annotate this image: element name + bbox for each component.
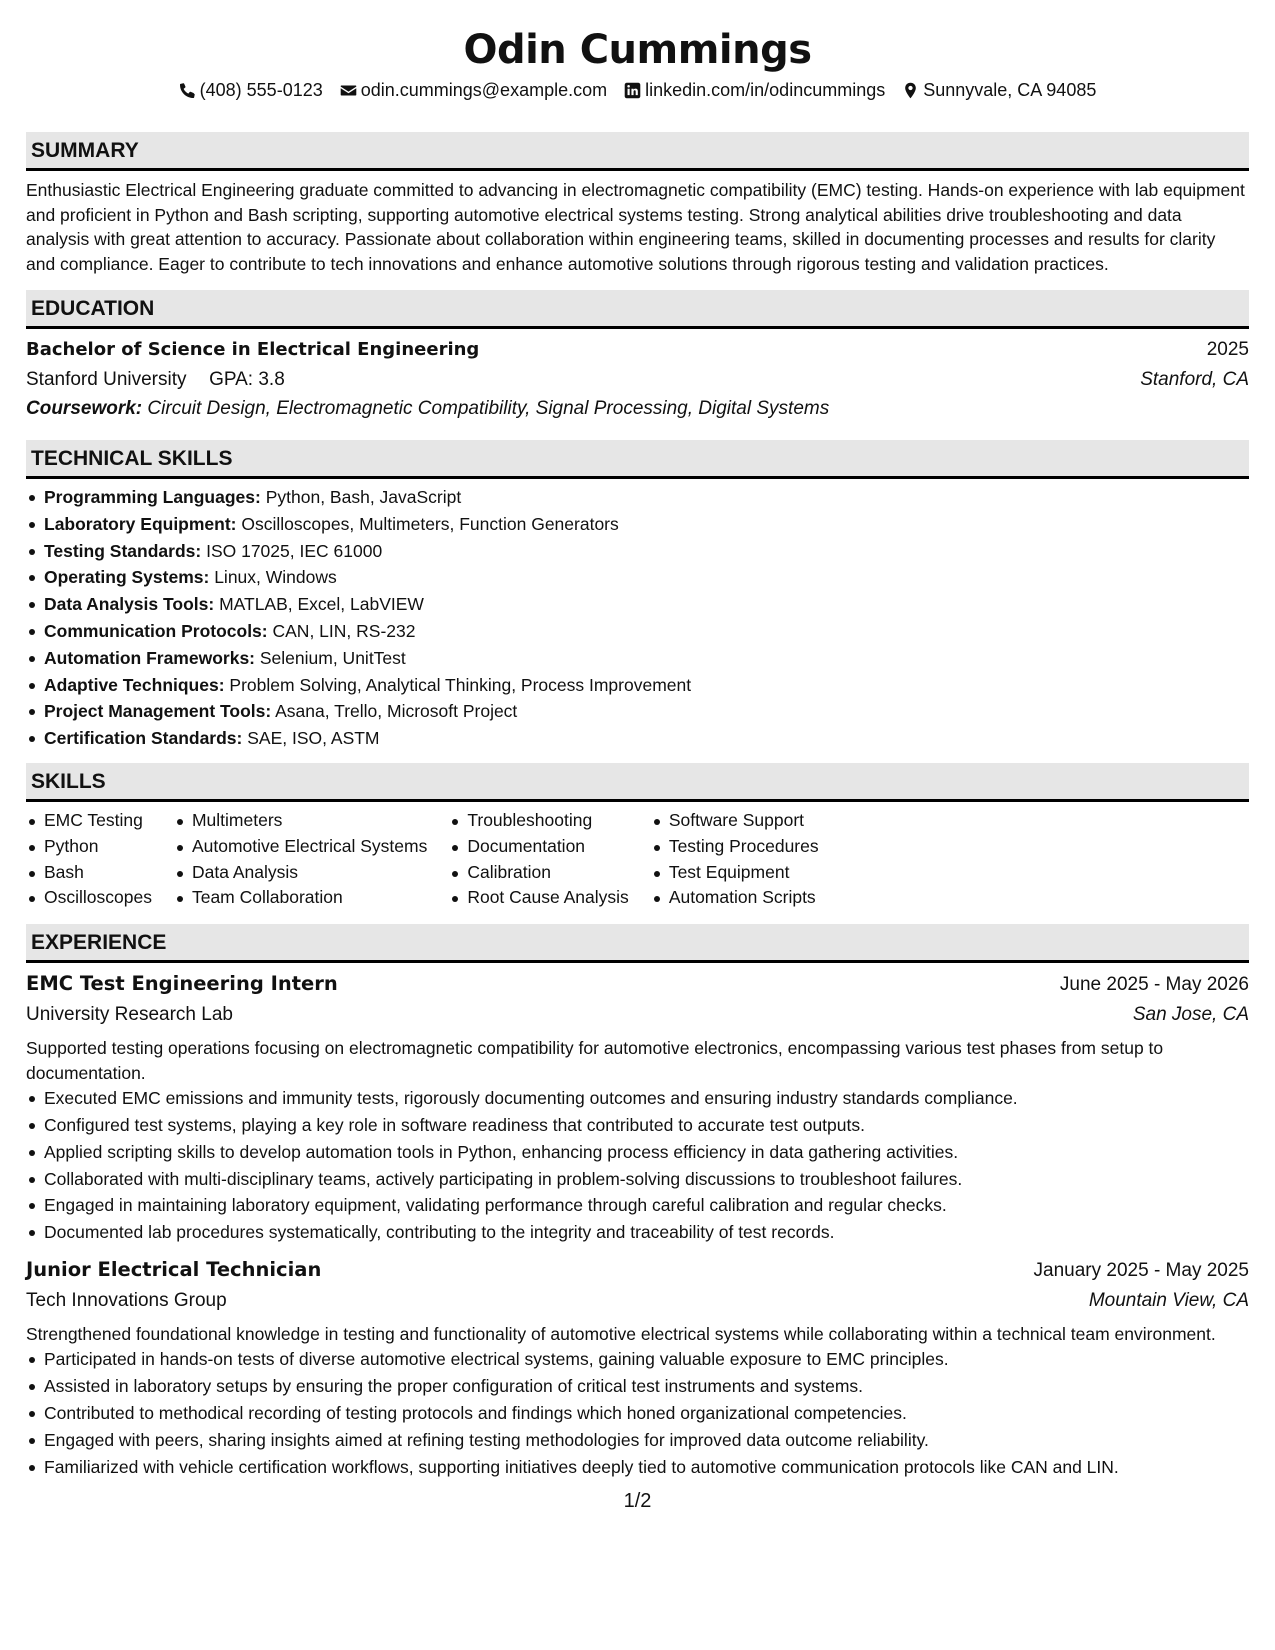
phone-icon: [179, 82, 196, 99]
list-item: Software Support: [651, 808, 819, 834]
list-item: [26, 564, 1249, 591]
skill-label: Adaptive Techniques:: [44, 674, 225, 695]
skill-label: Communication Protocols:: [44, 620, 268, 641]
skill-label: Testing Standards:: [44, 540, 202, 561]
candidate-name: Odin Cummings: [463, 27, 812, 73]
list-item: Testing Procedures: [651, 834, 819, 860]
list-item: Automation Scripts: [651, 885, 819, 911]
list-item: Engaged with peers, sharing insights aimed at refining testing methodologies for improved data outcome reliability.: [26, 1427, 1249, 1454]
school-line: [26, 365, 285, 394]
skills-heading: SKILLS: [26, 763, 1249, 802]
list-item: Documented lab procedures systematically, contributing to the integrity and traceability of test records.: [26, 1219, 1249, 1246]
coursework-label: Coursework:: [26, 398, 143, 419]
skill-value: SAE, ISO, ASTM: [247, 728, 380, 749]
list-item: Oscilloscopes: [26, 885, 152, 911]
list-item: Multimeters: [174, 808, 427, 834]
list-item: Python: [26, 834, 152, 860]
page-number: 1/2: [623, 1490, 652, 1512]
job-company-row: [26, 1285, 1249, 1316]
job-bullets: [26, 1085, 1249, 1246]
skill-label: Project Management Tools:: [44, 701, 272, 722]
job-company: Tech Innovations Group: [26, 1289, 227, 1311]
job-company: University Research Lab: [26, 1004, 233, 1026]
gpa: GPA: 3.8: [209, 369, 285, 390]
skill-value: Selenium, UnitTest: [259, 647, 406, 668]
skill-value: Problem Solving, Analytical Thinking, Process Improvement: [229, 674, 692, 695]
education-heading: EDUCATION: [26, 290, 1249, 329]
job-summary: Supported testing operations focusing on electromagnetic compatibility for automotive electronics, encompassing various test phases from setup to documentation.: [26, 1038, 1164, 1083]
list-item: Collaborated with multi-disciplinary teams, actively participating in problem-solving discussions to troubleshoot failures.: [26, 1166, 1249, 1193]
email-text: odin.cummings@example.com: [360, 80, 608, 100]
list-item: Troubleshooting: [449, 808, 628, 834]
list-item: Automotive Electrical Systems: [174, 834, 427, 860]
contact-linkedin[interactable]: [624, 77, 885, 103]
envelope-icon: [340, 82, 357, 99]
list-item: [26, 538, 1249, 565]
list-item: Bash: [26, 860, 152, 886]
education-school-row: [26, 365, 1249, 394]
skill-value: Linux, Windows: [214, 567, 337, 588]
contact-phone: [179, 77, 323, 103]
summary-text: Enthusiastic Electrical Engineering graduate committed to advancing in electromagnetic compatibility (EMC) testing. Hands-on experience with lab equipment and proficient in Python and Bash scripting, supporting automotive electrical systems testing. Strong analytical abilities drive troubleshooting and data analysis with great attention to accuracy. Passionate about collaboration within engineering teams, skilled in documenting processes and results for clarity and compliance. Eager to contribute to tech innovations and enhance automotive solutions through rigorous testing and validation practices.: [26, 180, 1245, 274]
job-company-row: [26, 999, 1249, 1030]
job-title: Junior Electrical Technician: [26, 1257, 322, 1281]
job-header-row: [26, 968, 1249, 999]
summary-heading: SUMMARY: [26, 132, 1249, 171]
skill-value: Oscilloscopes, Multimeters, Function Generators: [241, 513, 619, 534]
education-degree-row: [26, 335, 1249, 365]
list-item: [26, 484, 1249, 511]
list-item: Executed EMC emissions and immunity tests, rigorously documenting outcomes and ensuring industry standards compliance.: [26, 1085, 1249, 1112]
contact-bar: [26, 77, 1249, 103]
list-item: Contributed to methodical recording of testing protocols and findings which honed organizational competencies.: [26, 1400, 1249, 1427]
job-summary: Strengthened foundational knowledge in testing and functionality of automotive electrical systems while collaborating within a technical team environment.: [26, 1323, 1216, 1344]
contact-email[interactable]: [340, 77, 607, 103]
list-item: [26, 725, 1249, 752]
skill-value: ISO 17025, IEC 61000: [206, 540, 383, 561]
skill-value: Python, Bash, JavaScript: [265, 487, 462, 507]
list-item: Documentation: [449, 834, 628, 860]
list-item: Applied scripting skills to develop automation tools in Python, enhancing process efficiency in data gathering activities.: [26, 1139, 1249, 1166]
location-text: Sunnyvale, CA 94085: [923, 80, 1097, 100]
list-item: Participated in hands-on tests of diverse automotive electrical systems, gaining valuable exposure to EMC principles.: [26, 1346, 1249, 1373]
list-item: Root Cause Analysis: [449, 885, 628, 911]
skill-label: Programming Languages:: [44, 487, 261, 507]
coursework-text: Circuit Design, Electromagnetic Compatibility, Signal Processing, Digital Systems: [147, 398, 830, 419]
skill-label: Operating Systems:: [44, 567, 210, 588]
degree-year: 2025: [1206, 339, 1249, 360]
phone-text: (408) 555-0123: [199, 80, 323, 100]
skills-column: [174, 808, 427, 911]
list-item: Configured test systems, playing a key role in software readiness that contributed to accurate test outputs.: [26, 1112, 1249, 1139]
job-header-row: [26, 1254, 1249, 1285]
linkedin-text: linkedin.com/in/odincummings: [645, 80, 886, 100]
skills-column: [651, 808, 819, 911]
list-item: [26, 645, 1249, 672]
coursework-line: [26, 394, 1249, 423]
skills-column: [26, 808, 152, 911]
list-item: [26, 672, 1249, 699]
technical-skills-heading: TECHNICAL SKILLS: [26, 440, 1249, 479]
list-item: Team Collaboration: [174, 885, 427, 911]
school-name: Stanford University: [26, 369, 187, 390]
degree-title: Bachelor of Science in Electrical Engineering: [26, 339, 480, 360]
technical-skills-list: [26, 484, 1249, 752]
skill-label: Data Analysis Tools:: [44, 594, 215, 615]
skills-column: [449, 808, 628, 911]
resume-page: [26, 0, 1249, 1480]
list-item: Calibration: [449, 860, 628, 886]
list-item: [26, 618, 1249, 645]
experience-heading: EXPERIENCE: [26, 924, 1249, 963]
skills-grid: [26, 808, 1249, 911]
job-bullets: [26, 1346, 1249, 1480]
skill-value: Asana, Trello, Microsoft Project: [275, 701, 518, 722]
job-title: EMC Test Engineering Intern: [26, 972, 338, 996]
list-item: Assisted in laboratory setups by ensuring the proper configuration of critical test instruments and systems.: [26, 1373, 1249, 1400]
linkedin-icon: [624, 82, 641, 99]
list-item: Test Equipment: [651, 860, 819, 886]
list-item: EMC Testing: [26, 808, 152, 834]
skill-label: Automation Frameworks:: [44, 647, 255, 668]
list-item: [26, 698, 1249, 725]
list-item: [26, 591, 1249, 618]
list-item: Data Analysis: [174, 860, 427, 886]
job-dates: January 2025 - May 2025: [1033, 1259, 1249, 1281]
skill-value: CAN, LIN, RS-232: [272, 620, 416, 641]
list-item: Engaged in maintaining laboratory equipment, validating performance through careful calibration and regular checks.: [26, 1192, 1249, 1219]
school-location: Stanford, CA: [1140, 369, 1249, 390]
skill-label: Laboratory Equipment:: [44, 513, 237, 534]
skill-value: MATLAB, Excel, LabVIEW: [219, 594, 424, 615]
skill-label: Certification Standards:: [44, 728, 243, 749]
job-location: San Jose, CA: [1132, 1004, 1249, 1026]
list-item: [26, 511, 1249, 538]
job-dates: June 2025 - May 2026: [1059, 974, 1249, 996]
contact-location: [902, 77, 1096, 103]
map-pin-icon: [902, 82, 919, 99]
list-item: Familiarized with vehicle certification workflows, supporting initiatives deeply tied to automotive communication protocols like CAN and LIN.: [26, 1454, 1249, 1481]
job-location: Mountain View, CA: [1088, 1289, 1249, 1311]
